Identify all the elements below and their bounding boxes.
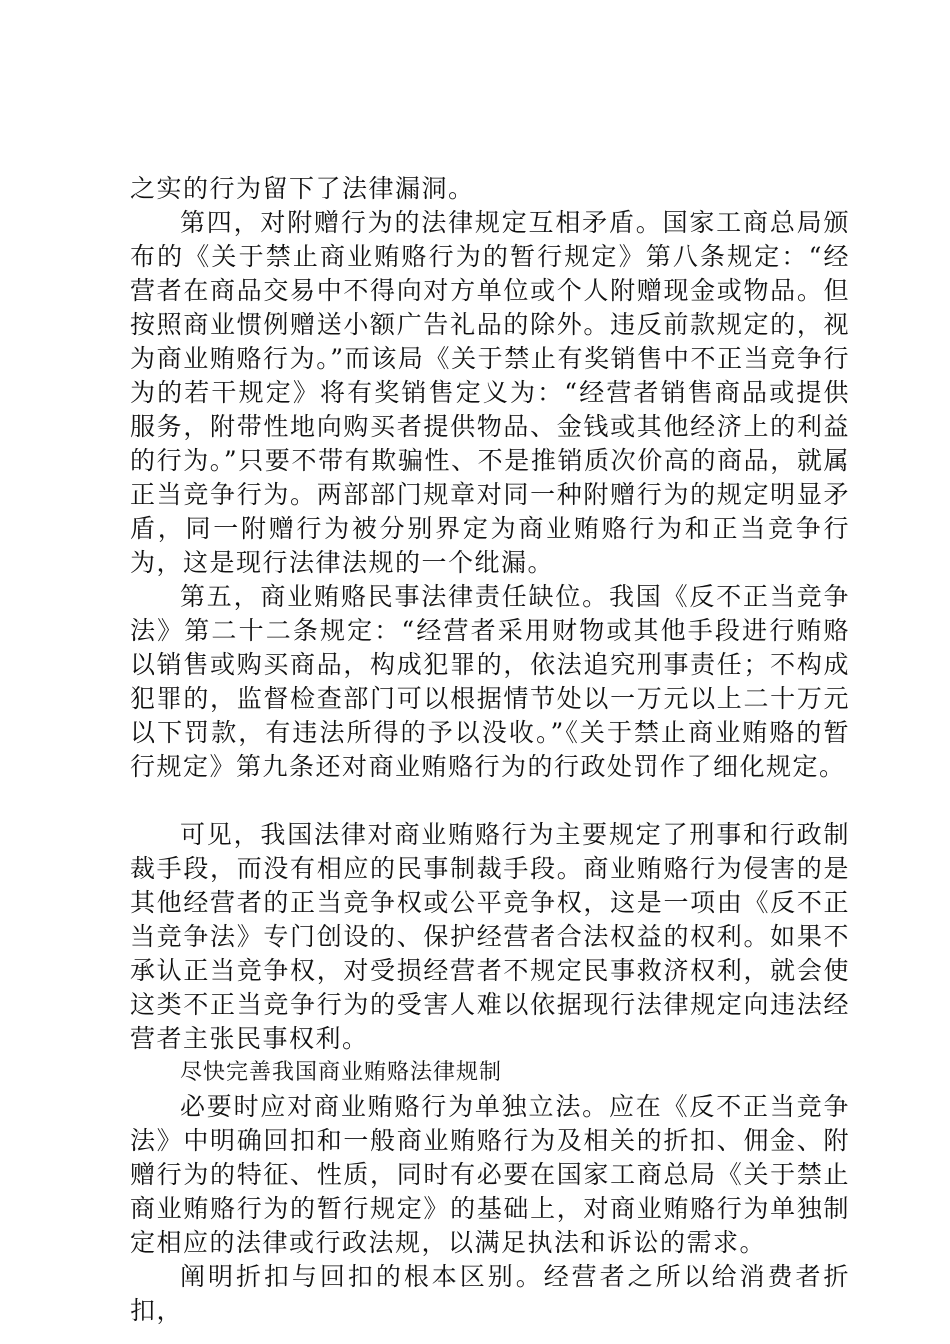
paragraph-fifth-point: 第五，商业贿赂民事法律责任缺位。我国《反不正当竞争法》第二十二条规定：“经营者采用财物或其他手段进行贿赂以销售或购买商品，构成犯罪的，依法追究刑事责任；不构成犯罪的，监督检查部门可以根据情节处以一万元以上二十万元以下罚款，有违法所得的予以没收。”《关于禁止商业贿赂的暂行规定》第九条还对商业贿赂行为的行政处罚作了细化规定。 bbox=[130, 582, 850, 781]
section-heading: 尽快完善我国商业贿赂法律规制 bbox=[180, 1060, 503, 1085]
paragraph-fourth-point: 第四，对附赠行为的法律规定互相矛盾。国家工商总局颁布的《关于禁止商业贿赂行为的暂行规定》第八条规定：“经营者在商品交易中不得向对方单位或个人附赠现金或物品。但按照商业惯例赠送小额广告礼品的除外。违反前款规定的，视为商业贿赂行为。”而该局《关于禁止有奖销售中不正当竞争行为的若干规定》将有奖销售定义为：“经营者销售商品或提供服务，附带性地向购买者提供物品、金钱或其他经济上的利益的行为。”只要不带有欺骗性、不是推销质次价高的商品，就属正当竞争行为。两部部门规章对同一种附赠行为的规定明显矛盾，同一附赠行为被分别界定为商业贿赂行为和正当竞争行为，这是现行法律法规的一个纰漏。 bbox=[130, 208, 850, 577]
paragraph-legislation: 必要时应对商业贿赂行为单独立法。应在《反不正当竞争法》中明确回扣和一般商业贿赂行为及相关的折扣、佣金、附赠行为的特征、性质，同时有必要在国家工商总局《关于禁止商业贿赂行为的暂行规定》的基础上，对商业贿赂行为单独制定相应的法律或行政法规，以满足执法和诉讼的需求。 bbox=[130, 1092, 850, 1257]
document-body bbox=[130, 172, 850, 1328]
paragraph-discount-rebate: 阐明折扣与回扣的根本区别。经营者之所以给消费者折扣， bbox=[130, 1262, 850, 1325]
paragraph-gap bbox=[130, 784, 850, 818]
paragraph-continuation: 之实的行为留下了法律漏洞。 bbox=[130, 174, 475, 203]
paragraph-conclusion: 可见，我国法律对商业贿赂行为主要规定了刑事和行政制裁手段，而没有相应的民事制裁手段。商业贿赂行为侵害的是其他经营者的正当竞争权或公平竞争权，这是一项由《反不正当竞争法》专门创设的、保护经营者合法权益的权利。如果不承认正当竞争权，对受损经营者不规定民事救济权利，就会使这类不正当竞争行为的受害人难以依据现行法律规定向违法经营者主张民事权利。 bbox=[130, 820, 850, 1053]
